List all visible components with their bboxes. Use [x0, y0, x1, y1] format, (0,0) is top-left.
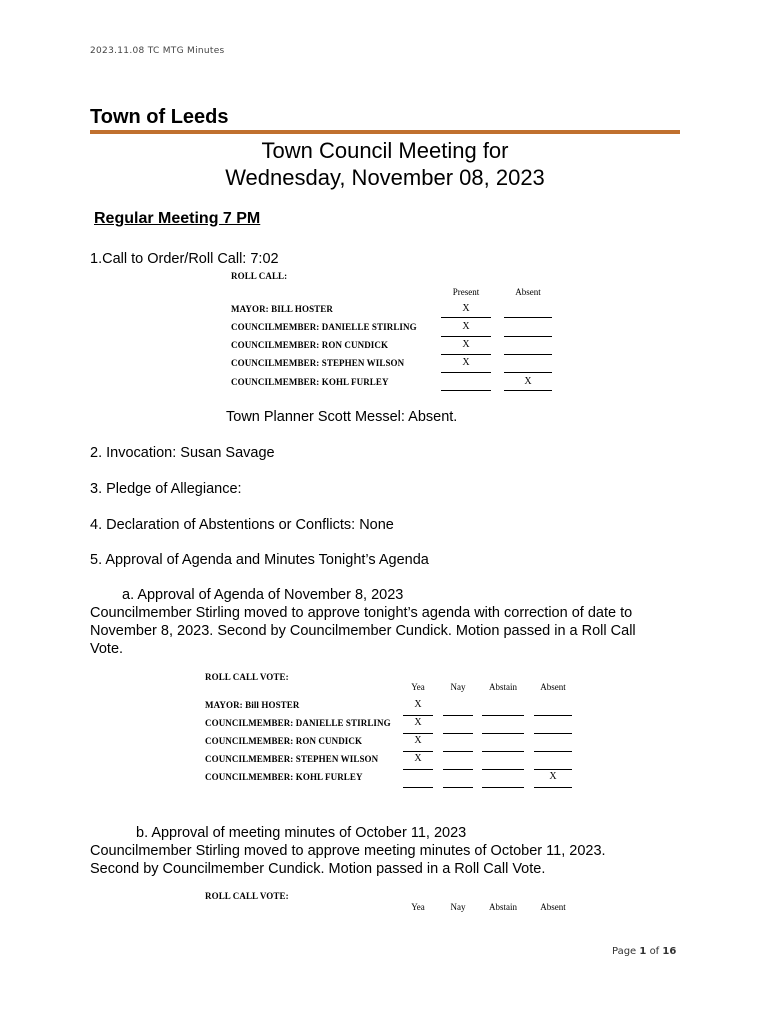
present-mark: X	[462, 321, 470, 332]
blank-line	[482, 787, 524, 788]
item-5a-text: Vote.	[90, 641, 124, 657]
yea-mark: X	[414, 717, 422, 728]
blank-line	[504, 317, 552, 318]
blank-line	[403, 733, 433, 734]
meeting-title-line2: Wednesday, November 08, 2023	[225, 165, 545, 190]
item-5b-text: Councilmember Stirling moved to approve meeting minutes of October 11, 2023.	[90, 843, 606, 859]
blank-line	[504, 372, 552, 373]
blank-line	[534, 769, 572, 770]
blank-line	[443, 715, 473, 716]
blank-line	[441, 336, 491, 337]
blank-line	[443, 769, 473, 770]
roll-call-row-name: COUNCILMEMBER: STEPHEN WILSON	[231, 358, 405, 368]
blank-line	[482, 751, 524, 752]
col-abstain: Abstain	[489, 682, 517, 692]
agenda-item-1: 1.Call to Order/Roll Call: 7:02	[90, 251, 279, 267]
col-abstain: Abstain	[489, 902, 517, 912]
blank-line	[504, 354, 552, 355]
col-nay: Nay	[450, 902, 466, 912]
absent-mark: X	[549, 771, 557, 782]
roll-call-label: ROLL CALL:	[231, 271, 288, 281]
blank-line	[482, 733, 524, 734]
col-absent: Absent	[540, 902, 566, 912]
col-yea: Yea	[411, 682, 425, 692]
page-number	[612, 946, 676, 957]
document-header-id: 2023.11.08 TC MTG Minutes	[90, 46, 225, 56]
agenda-item-3: 3. Pledge of Allegiance:	[90, 481, 242, 497]
vote-row-name: COUNCILMEMBER: RON CUNDICK	[205, 736, 363, 746]
blank-line	[441, 317, 491, 318]
page-word: Page	[612, 946, 637, 957]
roll-call-row-name: COUNCILMEMBER: DANIELLE STIRLING	[231, 322, 417, 332]
agenda-item-2: 2. Invocation: Susan Savage	[90, 445, 275, 461]
agenda-item-4: 4. Declaration of Abstentions or Conflicts: None	[90, 517, 394, 533]
blank-line	[534, 715, 572, 716]
meeting-type: Regular Meeting 7 PM	[94, 210, 261, 227]
blank-line	[534, 787, 572, 788]
vote-row-name: COUNCILMEMBER: KOHL FURLEY	[205, 772, 363, 782]
roll-call-vote-label: ROLL CALL VOTE:	[205, 891, 289, 901]
page-current: 1	[639, 946, 647, 957]
blank-line	[504, 390, 552, 391]
col-nay: Nay	[450, 682, 466, 692]
of-word: of	[649, 946, 660, 957]
blank-line	[403, 787, 433, 788]
absent-mark: X	[524, 376, 532, 387]
blank-line	[534, 751, 572, 752]
roll-call-row-name: COUNCILMEMBER: RON CUNDICK	[231, 340, 389, 350]
col-absent: Absent	[540, 682, 566, 692]
blank-line	[443, 787, 473, 788]
vote-row-name: COUNCILMEMBER: DANIELLE STIRLING	[205, 718, 391, 728]
vote-row-name: MAYOR: Bill HOSTER	[205, 700, 300, 710]
yea-mark: X	[414, 735, 422, 746]
col-present: Present	[452, 287, 480, 297]
blank-line	[441, 390, 491, 391]
planner-note: Town Planner Scott Messel: Absent.	[226, 409, 458, 425]
item-5b-heading: b. Approval of meeting minutes of October 11, 2023	[136, 825, 467, 841]
col-absent: Absent	[515, 287, 541, 297]
blank-line	[441, 354, 491, 355]
blank-line	[534, 733, 572, 734]
town-name: Town of Leeds	[90, 106, 229, 128]
blank-line	[441, 372, 491, 373]
col-yea: Yea	[411, 902, 425, 912]
blank-line	[482, 769, 524, 770]
present-mark: X	[462, 357, 470, 368]
blank-line	[403, 769, 433, 770]
blank-line	[403, 715, 433, 716]
meeting-title-line1: Town Council Meeting for	[261, 138, 509, 163]
title-divider	[90, 130, 680, 134]
yea-mark: X	[414, 699, 422, 710]
page-total: 16	[662, 946, 677, 957]
roll-call-vote-label: ROLL CALL VOTE:	[205, 672, 289, 682]
vote-row-name: COUNCILMEMBER: STEPHEN WILSON	[205, 754, 379, 764]
roll-call-row-name: MAYOR: BILL HOSTER	[231, 304, 333, 314]
item-5a-text: Councilmember Stirling moved to approve tonight’s agenda with correction of date to	[90, 605, 633, 621]
item-5b-text: Second by Councilmember Cundick. Motion passed in a Roll Call Vote.	[90, 861, 546, 877]
blank-line	[504, 336, 552, 337]
roll-call-row-name: COUNCILMEMBER: KOHL FURLEY	[231, 377, 389, 387]
blank-line	[443, 733, 473, 734]
agenda-item-5: 5. Approval of Agenda and Minutes Tonight’s Agenda	[90, 552, 429, 568]
blank-line	[443, 751, 473, 752]
present-mark: X	[462, 339, 470, 350]
blank-line	[403, 751, 433, 752]
present-mark: X	[462, 303, 470, 314]
item-5a-text: November 8, 2023. Second by Councilmember Cundick. Motion passed in a Roll Call	[90, 623, 636, 639]
item-5a-heading: a. Approval of Agenda of November 8, 2023	[122, 587, 404, 603]
yea-mark: X	[414, 753, 422, 764]
blank-line	[482, 715, 524, 716]
